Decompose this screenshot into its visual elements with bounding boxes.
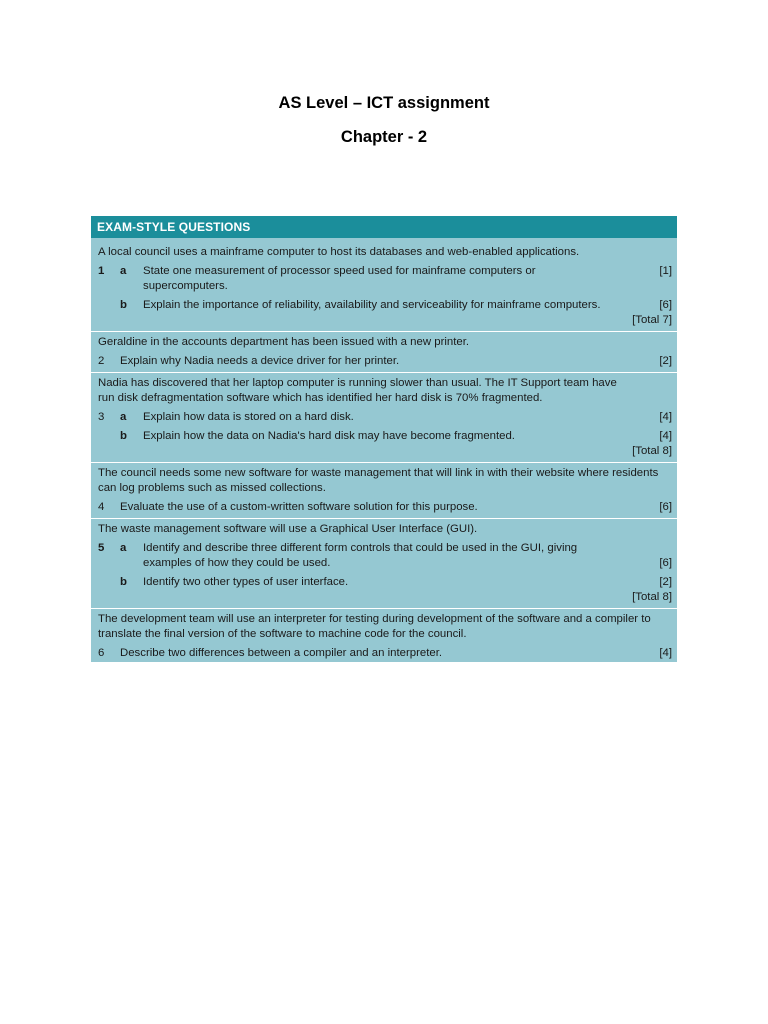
sub-question-letter: b	[120, 430, 127, 442]
question-3b	[98, 429, 672, 444]
question-5b	[98, 575, 672, 590]
exam-questions-header: EXAM-STYLE QUESTIONS	[91, 216, 677, 238]
question-section-2	[91, 332, 677, 372]
question-number: 2	[98, 355, 105, 367]
question-text: Explain the importance of reliability, availability and serviceability for mainframe computers.	[143, 299, 601, 311]
sub-question-letter: a	[120, 265, 127, 277]
section-intro: Nadia has discovered that her laptop computer is running slower than usual. The IT Support team have run disk defragmentation software which has identified her hard disk is 70% fragmented.	[98, 377, 617, 404]
marks: [4]	[659, 411, 672, 423]
sub-question-letter: b	[120, 576, 127, 588]
question-section-4	[91, 463, 677, 518]
sub-question-letter: a	[120, 542, 127, 554]
total-marks: [Total 7]	[632, 314, 672, 326]
question-text: Identify and describe three different form controls that could be used in the GUI, giving examples of how they could be used.	[143, 542, 578, 569]
section-intro: The waste management software will use a Graphical User Interface (GUI).	[98, 523, 478, 535]
question-text: Describe two differences between a compiler and an interpreter.	[120, 647, 443, 659]
marks: [6]	[659, 501, 672, 513]
marks: [4]	[659, 647, 672, 659]
total-marks: [Total 8]	[632, 445, 672, 457]
marks: [1]	[659, 265, 672, 277]
question-section-1	[91, 238, 677, 331]
exam-questions-box	[91, 216, 677, 662]
section-intro: Geraldine in the accounts department has been issued with a new printer.	[98, 336, 470, 348]
question-number: 4	[98, 501, 105, 513]
question-5a	[98, 541, 672, 571]
question-text: State one measurement of processor speed used for mainframe computers or supercomputers.	[143, 265, 536, 292]
question-1a	[98, 264, 672, 294]
marks: [2]	[659, 355, 672, 367]
section-intro: A local council uses a mainframe computer to host its databases and web-enabled applications.	[98, 246, 580, 258]
question-number: 6	[98, 647, 105, 659]
question-text: Evaluate the use of a custom-written software solution for this purpose.	[120, 501, 478, 513]
question-6	[98, 646, 672, 661]
question-1b	[98, 298, 672, 313]
question-section-3	[91, 373, 677, 462]
question-section-6	[91, 609, 677, 664]
marks: [6]	[659, 557, 672, 569]
question-text: Identify two other types of user interface.	[143, 576, 349, 588]
marks: [4]	[659, 430, 672, 442]
section-intro: The development team will use an interpreter for testing during development of the software and a compiler to translate the final version of the software to machine code for the council.	[98, 613, 651, 640]
marks: [2]	[659, 576, 672, 588]
sub-question-letter: a	[120, 411, 127, 423]
question-2	[98, 354, 672, 369]
document-subtitle: Chapter - 2	[340, 128, 428, 146]
question-text: Explain how data is stored on a hard disk.	[143, 411, 354, 423]
sub-question-letter: b	[120, 299, 127, 311]
question-3a	[98, 410, 672, 425]
question-number: 3	[98, 411, 105, 423]
marks: [6]	[659, 299, 672, 311]
question-text: Explain how the data on Nadia's hard disk may have become fragmented.	[143, 430, 515, 442]
section-intro: The council needs some new software for waste management that will link in with their website where residents can log problems such as missed collections.	[98, 467, 659, 494]
question-4	[98, 500, 672, 515]
question-section-5	[91, 519, 677, 608]
question-text: Explain why Nadia needs a device driver for her printer.	[120, 355, 400, 367]
total-marks: [Total 8]	[632, 591, 672, 603]
document-title: AS Level – ICT assignment	[278, 94, 490, 112]
question-number: 5	[98, 542, 105, 554]
question-number: 1	[98, 265, 105, 277]
